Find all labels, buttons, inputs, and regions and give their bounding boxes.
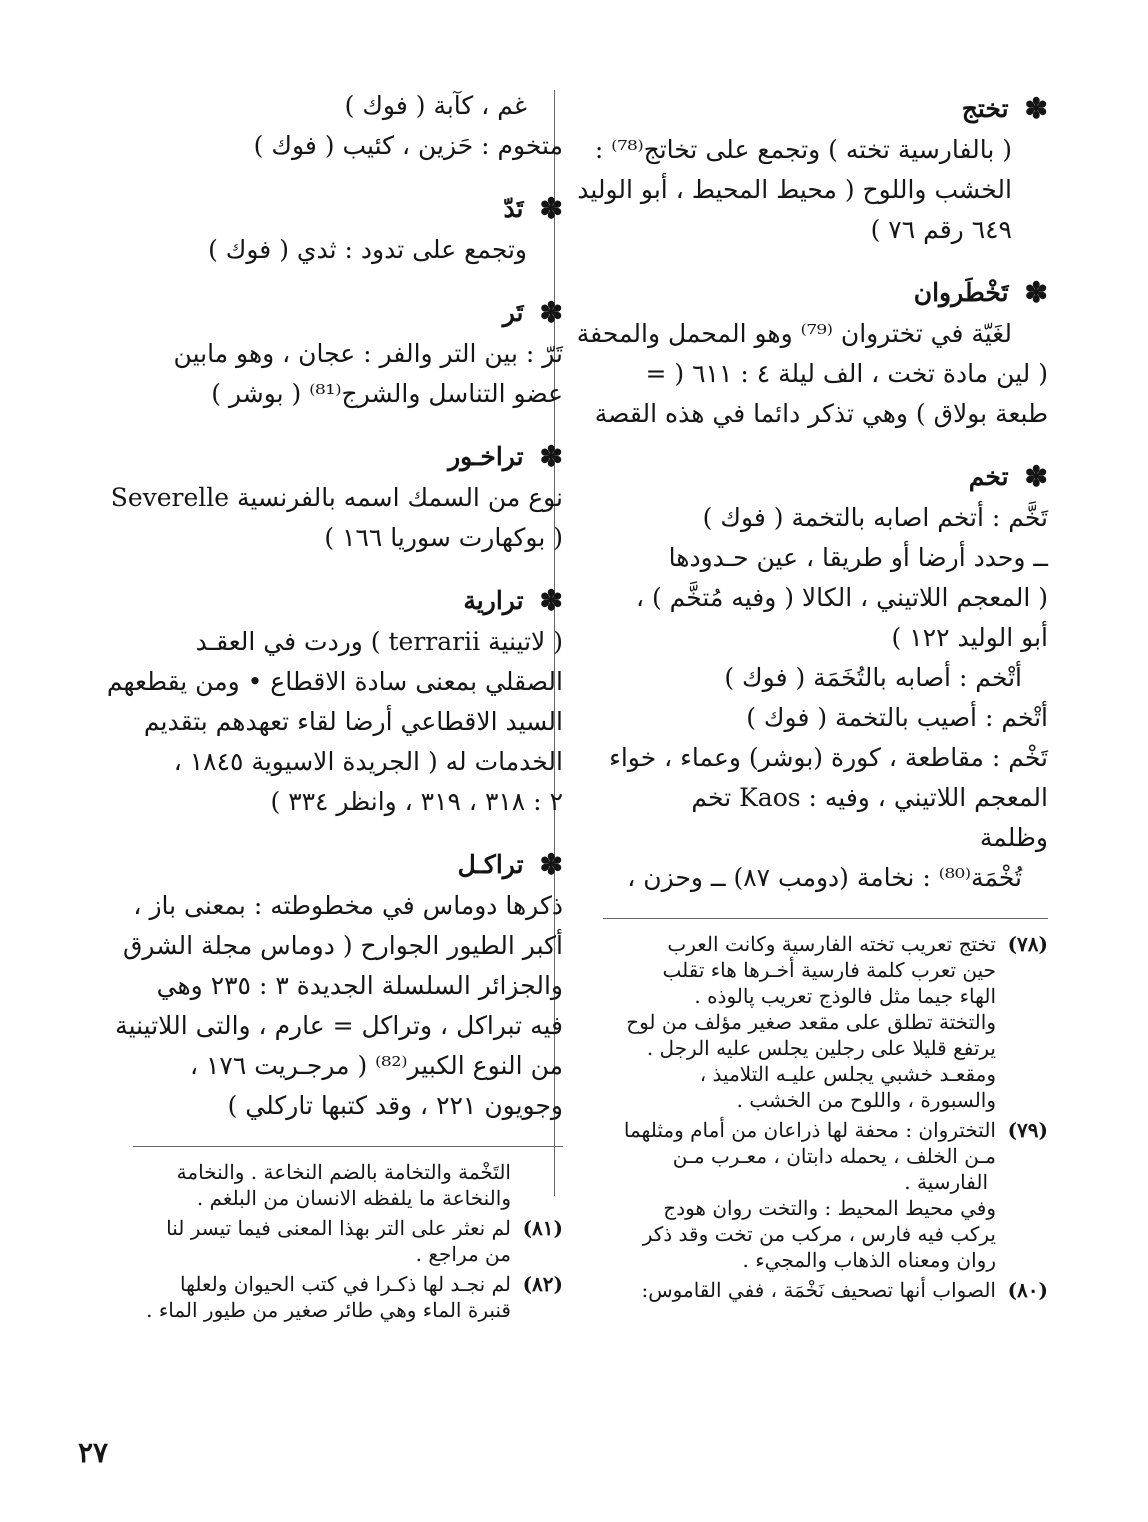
footnote-81 [133,1215,563,1267]
entry-line: ــ وحدد أرضا أو طريقا ، عين حـدودها [668,543,1048,572]
footnote-line: والسبورة ، واللوح من الخشب . [736,1088,996,1112]
entry-takhm [603,454,1048,898]
entry-line: فيه تبراكل ، وتراكل = عارم ، والتى اللاتينية [115,1011,563,1040]
footnote-line: مـن الخلف ، يحمله دابتان ، معـرب مـن [672,1144,996,1168]
footnote-78 [603,931,1048,1113]
entry-line: أكبر الطيور الجوارح ( دوماس مجلة الشرق [123,931,563,960]
right-column [576,86,1048,1522]
entry-line: والجزائر السلسلة الجديدة ٣ : ٢٣٥ وهي [156,971,563,1000]
entry-line: الخشب واللوح ( محيط المحيط ، أبو الوليد [577,175,1012,204]
footnote-body [603,931,996,1113]
headword-text: تراكـل [457,849,524,879]
footnote-line: وفي محيط المحيط : والتخت روان هودج [663,1196,996,1220]
headword-text: تختج [961,93,1009,123]
headword [133,578,563,622]
entry-trariya [106,578,563,822]
footnote-82 [133,1271,563,1323]
entry-tadd [133,186,563,270]
headword [603,454,1048,498]
footnote-number: (٧٨) [1007,932,1048,956]
entry-line: الخدمات له ( الجريدة الاسيوية ١٨٤٥ ، [173,747,563,776]
footnote-number: (٨١) [522,1216,563,1240]
footnote-line: التختروان : محفة لها ذراعان من أمام ومثلهما [623,1118,996,1142]
footnote-line: روان ومعناه الذهاب والمجيء . [742,1248,996,1272]
footnote-line: يرتفع قليلا على رجلين يجلس عليه الرجل . [646,1036,996,1060]
entry-line: ( بالفارسية تخته ) وتجمع على تخاتج⁽⁷⁸⁾ : [594,135,1012,164]
asterisk-icon: ✽ [1024,459,1048,493]
entry-line: وتجمع على تدود : ثدي ( فوك ) [208,235,527,264]
headword [603,86,1048,130]
footnote-80 [603,1277,1048,1303]
footnote-80-continued [133,1159,563,1211]
footnote-separator [603,918,1048,919]
footnote-line: الهاء جيما مثل فالوذج تعريب پالوذه . [694,984,996,1008]
asterisk-icon: ✽ [539,439,563,473]
footnote-body [603,1117,996,1273]
entry-continuation [133,86,563,166]
entry-line: تُخْمَة⁽⁸⁰⁾ : نخامة (دومب ٨٧) ــ وحزن ، [627,863,1022,892]
footnote-line: حين تعرب كلمة فارسية أخـرها هاء تقلب [662,958,996,982]
headword-text: تَدّ [503,193,524,223]
entry-line: أتْخم : أصيب بالتخمة ( فوك ) [746,703,1048,732]
headword-text: تخم [968,461,1009,491]
footnote-line: التَخْمة والتخامة بالضم النخاعة . والنخامة [176,1160,511,1184]
entry-line: أبو الوليد ١٢٢ ) [891,623,1048,652]
footnote-line: لم نعثر على التر بهذا المعنى فيما تيسر لنا [166,1216,511,1240]
entry-line: نوع من السمك اسمه بالفرنسية Severelle [110,483,563,512]
footnote-number [511,1159,563,1211]
footnote-line: الصواب أنها تصحيف نَخْمَة ، ففي القاموس: [641,1278,996,1302]
footnote-body [603,1277,996,1303]
headword [133,290,563,334]
entry-line: لغَيّة في تختروان ⁽⁷⁹⁾ وهو المحمل والمحفة [576,319,1012,348]
footnote-line: لم نجـد لها ذكـرا في كتب الحيوان ولعلها [180,1272,511,1296]
entry-takhtaj [577,86,1048,250]
headword-text: تراخـور [448,441,524,471]
entry-line: عضو التناسل والشرج⁽⁸¹⁾ ( بوشر ) [211,379,563,408]
entry-line: متخوم : حَزين ، كئيب ( فوك ) [253,131,563,160]
headword-text: تَخْطَروان [913,277,1009,307]
footnote-line: من مراجع . [415,1242,511,1266]
asterisk-icon: ✽ [539,295,563,329]
entry-tarr [133,290,563,414]
headword [133,186,563,230]
entry-line: وظلمة [979,823,1048,852]
entry-line: ( لين مادة تخت ، الف ليلة ٤ : ٦١١ ( = [645,359,1048,388]
entry-line: ( المعجم اللاتيني ، الكالا ( وفيه مُتخَّم ) ، [635,583,1048,612]
entry-line: تَرّ : بين التر والفر : عجان ، وهو مابين [173,339,563,368]
footnote-number: (٨٢) [522,1272,563,1296]
entry-line: تَخْم : مقاطعة ، كورة (بوشر) وعماء ، خواء [609,743,1048,772]
footnote-separator [133,1146,563,1147]
footnote-line: والتختة تطلق على مقعد صغير مؤلف من لوح [626,1010,996,1034]
entry-line: أتْخم : أصابه بالتُخَمَة ( فوك ) [724,663,1022,692]
entry-line: ( لاتينية terrarii ) وردت في العقـد [195,627,563,656]
footnote-line: تختج تعريب تخته الفارسية وكانت العرب [667,932,996,956]
asterisk-icon: ✽ [539,583,563,617]
page-number: ٢٧ [78,1436,109,1469]
footnote-body [133,1215,511,1267]
asterisk-icon: ✽ [1024,91,1048,125]
footnote-number: (٨٠) [1007,1278,1048,1302]
footnote-number: (٧٩) [1007,1118,1048,1142]
headword-text: ترارية [463,585,524,615]
entry-line: غم ، كآبة ( فوك ) [344,91,527,120]
asterisk-icon: ✽ [1024,275,1048,309]
entry-line: ( بوكهارت سوريا ١٦٦ ) [324,523,563,552]
entry-trakel [115,842,563,1126]
entry-line: ذكرها دوماس في مخطوطته : بمعنى باز ، [133,891,563,920]
asterisk-icon: ✽ [539,191,563,225]
entry-line: وجويون ٢٢١ ، وقد كتبها تاركلي ) [227,1091,563,1120]
entry-line: طبعة بولاق ) وهي تذكر دائما في هذه القصة [594,399,1048,428]
footnote-line: يركب فيه فارس ، مركب من تخت وقد ذكر [642,1222,996,1246]
footnote-body [133,1271,511,1323]
entry-line: ٦٤٩ رقم ٧٦ ) [870,215,1012,244]
footnote-line: والنخاعة ما يلفظه الانسان من البلغم . [196,1186,511,1210]
footnote-line: ومقعـد خشبي يجلس عليـه التلاميذ ، [699,1062,996,1086]
asterisk-icon: ✽ [539,847,563,881]
footnote-79 [603,1117,1048,1273]
headword [133,842,563,886]
footnote-line: قنبرة الماء وهي طائر صغير من طيور الماء . [146,1298,511,1322]
footnote-line: الفارسية . [904,1170,988,1194]
entry-line: تَخَّم : أتخم اصابه بالتخمة ( فوك ) [702,503,1048,532]
entry-line: الصقلي بمعنى سادة الاقطاع • ومن يقطعهم [106,667,563,696]
footnote-body [133,1159,511,1211]
entry-trakhour [110,434,563,558]
headword [603,270,1048,314]
headword [133,434,563,478]
entry-line: من النوع الكبير⁽⁸²⁾ ( مرجـريت ١٧٦ ، [189,1051,563,1080]
entry-line: السيد الاقطاعي أرضا لقاء تعهدهم بتقديم [143,707,563,736]
entry-takhtarawan [576,270,1048,434]
entry-line: المعجم اللاتيني ، وفيه : Kaos تخم [691,783,1048,812]
left-column [106,86,563,1522]
headword-text: تَر [502,297,524,327]
entry-line: ٢ : ٣١٨ ، ٣١٩ ، وانظر ٣٣٤ ) [270,787,563,816]
